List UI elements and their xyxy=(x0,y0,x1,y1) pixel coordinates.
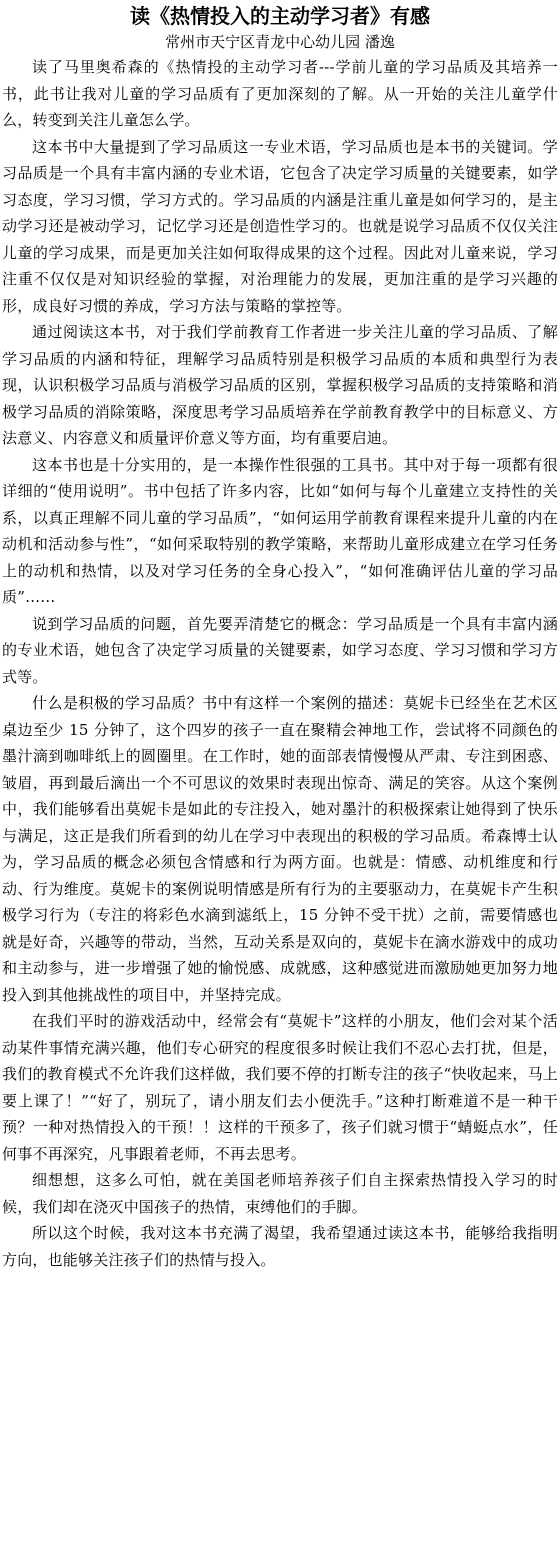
author-byline: 常州市天宁区青龙中心幼儿园 潘逸 xyxy=(165,33,395,51)
paragraph-1: 读了马里奥希森的《热情投的主动学习者---学前儿童的学习品质及其培养一书，此书让我对儿童的学习品质有了更加深刻的了解。从一开始的关注儿童学什么，转变到关注儿童怎么学。 xyxy=(2,58,558,129)
paragraph-4: 这本书也是十分实用的，是一本操作性很强的工具书。其中对于每一项都有很详细的“使用说明”。书中包括了许多内容，比如“如何与每个儿童建立支持性的关系，以真正理解不同儿童的学习品质”，“如何运用学前教育课程来提升儿童的内在动机和活动参与性”，“如何采取特别的教学策略，来帮助儿童形成建立在学习任务上的动机和热情，以及对学习任务的全身心投入”，“如何准确评估儿童的学习品质”…… xyxy=(2,455,558,606)
paragraph-7: 在我们平时的游戏活动中，经常会有“莫妮卡”这样的小朋友，他们会对某个活动某件事情充满兴趣，他们专心研究的程度很多时候让我们不忍心去打扰，但是，我们的教育模式不允许我们这样做，我们要不停的打断专注的孩子“快收起来，马上要上课了！”“好了，别玩了，请小朋友们去小便洗手。”这种打断难道不是一种干预？一种对热情投入的干预！！这样的干预多了，孩子们就习惯于“蜻蜓点水”，任何事不再深究，凡事跟着老师，不再去思考。 xyxy=(2,1012,558,1163)
paragraph-6: 什么是积极的学习品质？书中有这样一个案例的描述：莫妮卡已经坐在艺术区桌边至少 15 分钟了，这个四岁的孩子一直在聚精会神地工作，尝试将不同颜色的墨汁滴到咖啡纸上的圆圈里。在工作时，她的面部表情慢慢从严肃、专注到困惑、皱眉，再到最后滴出一个不可思议的效果时表现出惊奇、满足的笑容。从这个案例中，我们能够看出莫妮卡是如此的专注投入，她对墨汁的积极探索让她得到了快乐与满足，这正是我们所看到的幼儿在学习中表现出的积极的学习品质。希森博士认为，学习品质的概念必须包含情感和行为两方面。也就是：情感、动机维度和行动、行为维度。莫妮卡的案例说明情感是所有行为的主要驱动力，在莫妮卡产生积极学习行为（专注的将彩色水滴到滤纸上，15 分钟不受干扰）之前，需要情感也就是好奇，兴趣等的带动，当然，互动关系是双向的，莫妮卡在滴水游戏中的成功和主动参与，进一步增强了她的愉悦感、成就感，这种感觉进而激励她更加努力地投入到其他挑战性的项目中，并坚持完成。 xyxy=(2,694,558,1004)
paragraph-8: 细想想，这多么可怕，就在美国老师培养孩子们自主探索热情投入学习的时候，我们却在浇灭中国孩子的热情，束缚他们的手脚。 xyxy=(2,1171,558,1216)
document-title: 读《热情投入的主动学习者》有感 xyxy=(130,4,430,28)
paragraph-3: 通过阅读这本书，对于我们学前教育工作者进一步关注儿童的学习品质、了解学习品质的内涵和特征，理解学习品质特别是积极学习品质的本质和典型行为表现，认识积极学习品质与消极学习品质的区别，掌握积极学习品质的支持策略和消极学习品质的消除策略，深度思考学习品质培养在学前教育教学中的目标意义、方法意义、内容意义和质量评价意义等方面，均有重要启迪。 xyxy=(2,323,558,447)
paragraph-2: 这本书中大量提到了学习品质这一专业术语，学习品质也是本书的关键词。学习品质是一个具有丰富内涵的专业术语，它包含了决定学习质量的关键要素，如学习态度，学习习惯，学习方式的。学习品质的内涵是注重儿童是如何学习的，是主动学习还是被动学习，记忆学习还是创造性学习的。也就是说学习品质不仅仅关注儿童的学习成果，而是更加关注如何取得成果的这个过程。因此对儿童来说，学习注重不仅仅是对知识经验的掌握，对治理能力的发展，更加注重的是学习兴趣的形，成良好习惯的养成，学习方法与策略的掌控等。 xyxy=(2,137,558,315)
paragraph-9: 所以这个时候，我对这本书充满了渴望，我希望通过读这本书，能够给我指明方向，也能够关注孩子们的热情与投入。 xyxy=(2,1224,558,1269)
paragraph-5: 说到学习品质的问题，首先要弄清楚它的概念：学习品质是一个具有丰富内涵的专业术语，她包含了决定学习质量的关键要素，如学习态度、学习习惯和学习方式等。 xyxy=(2,614,558,686)
